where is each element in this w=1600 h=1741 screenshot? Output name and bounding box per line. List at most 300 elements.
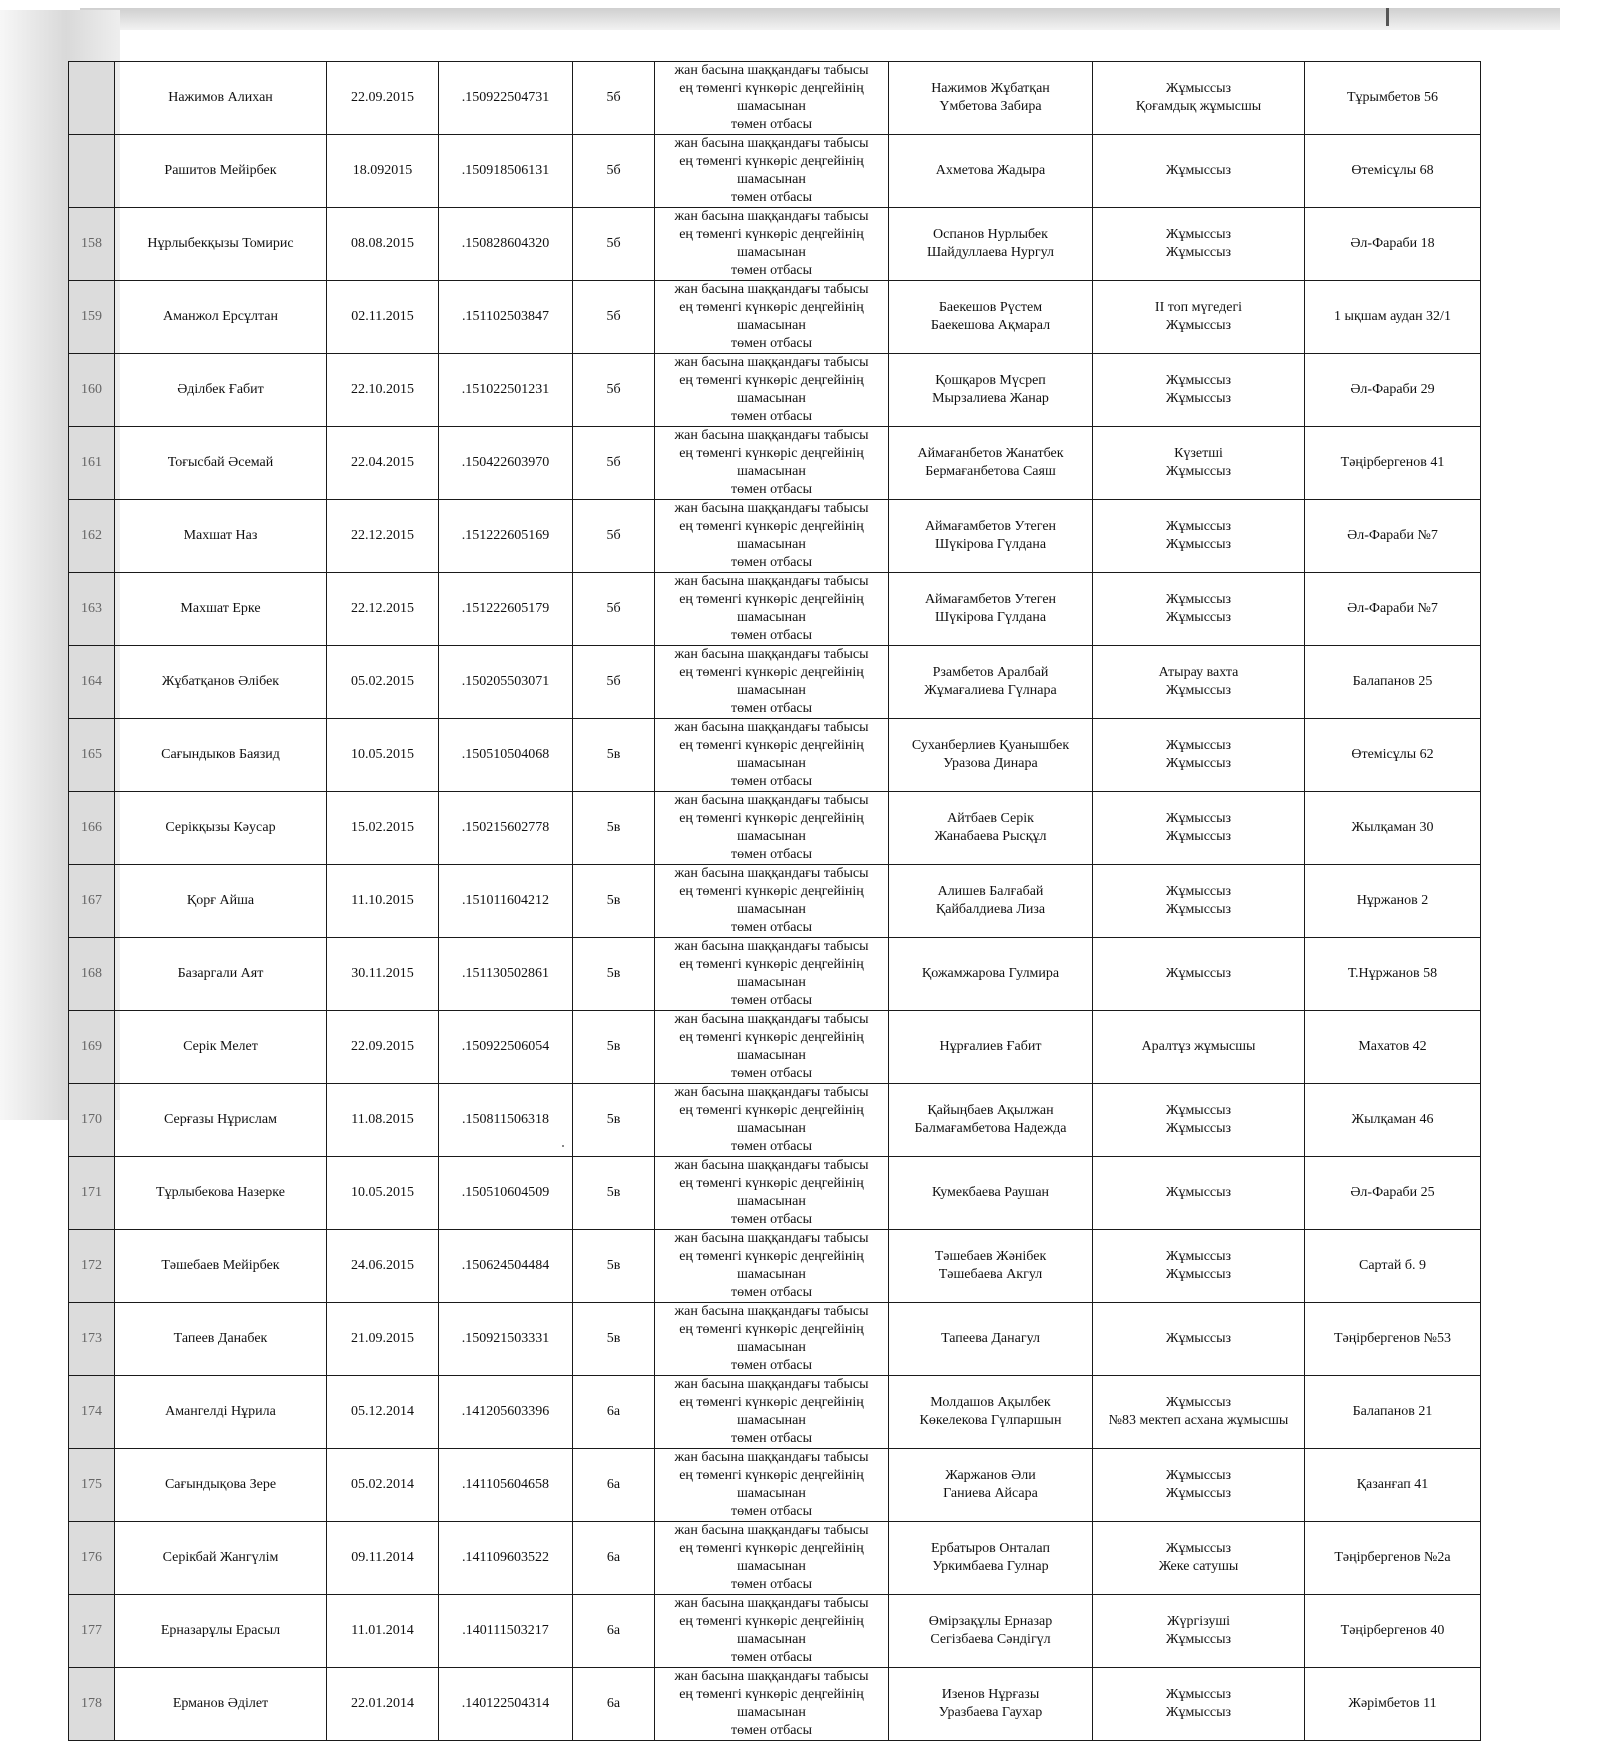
parents-employment bbox=[1093, 1522, 1305, 1595]
parent-name: Балмағамбетова Надежда bbox=[914, 1121, 1067, 1136]
employment-line: Жұмыссыз bbox=[1165, 1185, 1232, 1200]
row-number: 178 bbox=[69, 1668, 115, 1741]
row-number: 166 bbox=[69, 792, 115, 865]
parents-employment bbox=[1093, 573, 1305, 646]
birth-date: 11.08.2015 bbox=[327, 1084, 439, 1157]
home-address: Жылқаман 30 bbox=[1305, 792, 1481, 865]
category-line: төмен отбасы bbox=[730, 1504, 813, 1519]
employment-line: Жұмыссыз bbox=[1165, 592, 1232, 607]
table-row bbox=[69, 792, 1481, 865]
category-line: жан басына шаққандағы табысы bbox=[674, 1523, 869, 1538]
employment-line: Жұмыссыз bbox=[1165, 1687, 1232, 1702]
category-line: төмен отбасы bbox=[730, 1650, 813, 1665]
parent-name: Ахметова Жадыра bbox=[935, 163, 1046, 178]
home-address: Қазанғап 41 bbox=[1305, 1449, 1481, 1522]
category-line: жан басына шаққандағы табысы bbox=[674, 63, 869, 78]
parents-employment bbox=[1093, 500, 1305, 573]
row-number: 168 bbox=[69, 938, 115, 1011]
student-name: Тәшебаев Мейірбек bbox=[115, 1230, 327, 1303]
row-number: 167 bbox=[69, 865, 115, 938]
table-row bbox=[69, 135, 1481, 208]
home-address: Өтемісұлы 68 bbox=[1305, 135, 1481, 208]
row-number: 176 bbox=[69, 1522, 115, 1595]
family-category bbox=[655, 1230, 889, 1303]
employment-line: Жұмыссыз bbox=[1165, 738, 1232, 753]
category-line: ең төменгі күнкөріс деңгейінің шамасынан bbox=[679, 1176, 864, 1209]
row-number bbox=[69, 135, 115, 208]
employment-line: Жұмыссыз bbox=[1165, 811, 1232, 826]
employment-line: Жұмыссыз bbox=[1165, 373, 1232, 388]
parents-names bbox=[889, 500, 1093, 573]
family-category bbox=[655, 1668, 889, 1741]
employment-line: Жұмыссыз bbox=[1165, 163, 1232, 178]
table-row bbox=[69, 1522, 1481, 1595]
student-name: Рашитов Мейірбек bbox=[115, 135, 327, 208]
table-row bbox=[69, 1303, 1481, 1376]
home-address: Т.Нұржанов 58 bbox=[1305, 938, 1481, 1011]
student-name: Серік Мелет bbox=[115, 1011, 327, 1084]
employment-line: Жұмыссыз bbox=[1165, 1705, 1232, 1720]
student-name: Аманжол Ерсұлтан bbox=[115, 281, 327, 354]
parents-employment bbox=[1093, 427, 1305, 500]
table-row bbox=[69, 573, 1481, 646]
table-row bbox=[69, 719, 1481, 792]
employment-line: Жұмыссыз bbox=[1165, 966, 1232, 981]
parents-names bbox=[889, 427, 1093, 500]
category-line: төмен отбасы bbox=[730, 263, 813, 278]
category-line: төмен отбасы bbox=[730, 190, 813, 205]
parent-name: Суханберлиев Қуанышбек bbox=[911, 738, 1070, 753]
birth-date: 18.092015 bbox=[327, 135, 439, 208]
employment-line: Қоғамдық жұмысшы bbox=[1135, 99, 1262, 114]
iin-number: .150624504484 bbox=[439, 1230, 573, 1303]
parents-names bbox=[889, 792, 1093, 865]
table-row bbox=[69, 62, 1481, 135]
class-grade: 6а bbox=[573, 1376, 655, 1449]
employment-line: Жұмыссыз bbox=[1165, 683, 1232, 698]
family-category bbox=[655, 354, 889, 427]
iin-number: .150510504068 bbox=[439, 719, 573, 792]
employment-line: Күзетші bbox=[1174, 446, 1223, 461]
class-grade: 5б bbox=[573, 135, 655, 208]
student-name: Әділбек Ғабит bbox=[115, 354, 327, 427]
parent-name: Қайыңбаев Ақылжан bbox=[927, 1103, 1054, 1118]
parent-name: Уразбаева Гаухар bbox=[938, 1705, 1043, 1720]
student-name: Серікбай Жангүлім bbox=[115, 1522, 327, 1595]
student-name: Нұрлыбекқызы Томирис bbox=[115, 208, 327, 281]
table-row bbox=[69, 1084, 1481, 1157]
birth-date: 24.06.2015 bbox=[327, 1230, 439, 1303]
class-grade: 6а bbox=[573, 1595, 655, 1668]
parents-names bbox=[889, 208, 1093, 281]
row-number: 171 bbox=[69, 1157, 115, 1230]
category-line: төмен отбасы bbox=[730, 628, 813, 643]
employment-line: Жұмыссыз bbox=[1165, 1103, 1232, 1118]
category-line: төмен отбасы bbox=[730, 701, 813, 716]
parent-name: Баекешова Ақмарал bbox=[930, 318, 1051, 333]
category-line: ең төменгі күнкөріс деңгейінің шамасынан bbox=[679, 811, 864, 844]
parents-names bbox=[889, 1595, 1093, 1668]
parents-names bbox=[889, 1157, 1093, 1230]
birth-date: 02.11.2015 bbox=[327, 281, 439, 354]
row-number: 174 bbox=[69, 1376, 115, 1449]
family-category bbox=[655, 573, 889, 646]
student-name: Қорғ Айша bbox=[115, 865, 327, 938]
parents-names bbox=[889, 135, 1093, 208]
class-grade: 5в bbox=[573, 792, 655, 865]
category-line: төмен отбасы bbox=[730, 1577, 813, 1592]
row-number: 170 bbox=[69, 1084, 115, 1157]
iin-number: .150422603970 bbox=[439, 427, 573, 500]
parent-name: Шайдуллаева Нургул bbox=[926, 245, 1055, 260]
parent-name: Қайбалдиева Лиза bbox=[935, 902, 1046, 917]
category-line: төмен отбасы bbox=[730, 1723, 813, 1738]
home-address: Махатов 42 bbox=[1305, 1011, 1481, 1084]
birth-date: 11.10.2015 bbox=[327, 865, 439, 938]
home-address: Тәңірбергенов 41 bbox=[1305, 427, 1481, 500]
parent-name: Нажимов Жұбатқан bbox=[931, 81, 1050, 96]
parents-employment bbox=[1093, 719, 1305, 792]
category-line: төмен отбасы bbox=[730, 336, 813, 351]
class-grade: 5б bbox=[573, 354, 655, 427]
class-grade: 5в bbox=[573, 1011, 655, 1084]
student-name: Амангелді Нұрила bbox=[115, 1376, 327, 1449]
family-category bbox=[655, 427, 889, 500]
parents-names bbox=[889, 354, 1093, 427]
parents-employment bbox=[1093, 646, 1305, 719]
category-line: ең төменгі күнкөріс деңгейінің шамасынан bbox=[679, 1541, 864, 1574]
table-row bbox=[69, 500, 1481, 573]
category-line: жан басына шаққандағы табысы bbox=[674, 1231, 869, 1246]
home-address: Әл-Фараби №7 bbox=[1305, 573, 1481, 646]
iin-number: .141205603396 bbox=[439, 1376, 573, 1449]
category-line: ең төменгі күнкөріс деңгейінің шамасынан bbox=[679, 300, 864, 333]
class-grade: 5б bbox=[573, 573, 655, 646]
parents-names bbox=[889, 1084, 1093, 1157]
parent-name: Жұмағалиева Гүлнара bbox=[924, 683, 1057, 698]
category-line: төмен отбасы bbox=[730, 482, 813, 497]
family-category bbox=[655, 1522, 889, 1595]
parents-names bbox=[889, 646, 1093, 719]
birth-date: 05.12.2014 bbox=[327, 1376, 439, 1449]
category-line: жан басына шаққандағы табысы bbox=[674, 1450, 869, 1465]
category-line: ең төменгі күнкөріс деңгейінің шамасынан bbox=[679, 1322, 864, 1355]
parent-name: Тәшебаева Акгул bbox=[938, 1267, 1043, 1282]
employment-line: Жұмыссыз bbox=[1165, 1632, 1232, 1647]
scan-edge-mark bbox=[1386, 8, 1389, 26]
employment-line: Жұмыссыз bbox=[1165, 829, 1232, 844]
family-category bbox=[655, 646, 889, 719]
birth-date: 22.12.2015 bbox=[327, 573, 439, 646]
birth-date: 30.11.2015 bbox=[327, 938, 439, 1011]
birth-date: 10.05.2015 bbox=[327, 1157, 439, 1230]
parent-name: Өмірзақұлы Ерназар bbox=[928, 1614, 1053, 1629]
table-row bbox=[69, 1595, 1481, 1668]
parent-name: Аймағамбетов Утеген bbox=[924, 592, 1057, 607]
parents-names bbox=[889, 1011, 1093, 1084]
category-line: ең төменгі күнкөріс деңгейінің шамасынан bbox=[679, 884, 864, 917]
family-category bbox=[655, 1449, 889, 1522]
family-category bbox=[655, 62, 889, 135]
employment-line: Жұмыссыз bbox=[1165, 227, 1232, 242]
employment-line: ІІ топ мүгедегі bbox=[1154, 300, 1243, 315]
category-line: жан басына шаққандағы табысы bbox=[674, 1012, 869, 1027]
birth-date: 21.09.2015 bbox=[327, 1303, 439, 1376]
parents-employment bbox=[1093, 1595, 1305, 1668]
row-number: 165 bbox=[69, 719, 115, 792]
birth-date: 22.01.2014 bbox=[327, 1668, 439, 1741]
category-line: жан басына шаққандағы табысы bbox=[674, 428, 869, 443]
category-line: төмен отбасы bbox=[730, 409, 813, 424]
row-number: 173 bbox=[69, 1303, 115, 1376]
table-row bbox=[69, 865, 1481, 938]
parents-employment bbox=[1093, 938, 1305, 1011]
family-category bbox=[655, 792, 889, 865]
category-line: ең төменгі күнкөріс деңгейінің шамасынан bbox=[679, 227, 864, 260]
category-line: жан басына шаққандағы табысы bbox=[674, 1085, 869, 1100]
category-line: ең төменгі күнкөріс деңгейінің шамасынан bbox=[679, 738, 864, 771]
family-category bbox=[655, 1011, 889, 1084]
iin-number: .150510604509 bbox=[439, 1157, 573, 1230]
parent-name: Кумекбаева Раушан bbox=[931, 1185, 1050, 1200]
home-address: Балапанов 21 bbox=[1305, 1376, 1481, 1449]
class-grade: 6а bbox=[573, 1449, 655, 1522]
employment-line: Жұмыссыз bbox=[1165, 318, 1232, 333]
parent-name: Изенов Нұрғазы bbox=[941, 1687, 1040, 1702]
employment-line: Жұмыссыз bbox=[1165, 1468, 1232, 1483]
row-number: 164 bbox=[69, 646, 115, 719]
home-address: Әл-Фараби 25 bbox=[1305, 1157, 1481, 1230]
roster-body bbox=[69, 62, 1481, 1741]
student-roster-table bbox=[68, 61, 1481, 1741]
parent-name: Тапеева Данагул bbox=[941, 1331, 1040, 1346]
category-line: ең төменгі күнкөріс деңгейінің шамасынан bbox=[679, 592, 864, 625]
parents-employment bbox=[1093, 135, 1305, 208]
student-name: Тұрлыбекова Назерке bbox=[115, 1157, 327, 1230]
employment-line: Жұмыссыз bbox=[1165, 610, 1232, 625]
row-number: 163 bbox=[69, 573, 115, 646]
table-row bbox=[69, 646, 1481, 719]
row-number bbox=[69, 62, 115, 135]
row-number: 158 bbox=[69, 208, 115, 281]
row-number: 177 bbox=[69, 1595, 115, 1668]
parents-employment bbox=[1093, 208, 1305, 281]
employment-line: Жұмыссыз bbox=[1165, 537, 1232, 552]
iin-number: .150205503071 bbox=[439, 646, 573, 719]
employment-line: Жұмыссыз bbox=[1165, 519, 1232, 534]
parent-name: Нұрғалиев Ғабит bbox=[939, 1039, 1042, 1054]
parents-names bbox=[889, 1522, 1093, 1595]
family-category bbox=[655, 865, 889, 938]
parent-name: Жанабаева Рысқұл bbox=[934, 829, 1047, 844]
class-grade: 6а bbox=[573, 1522, 655, 1595]
employment-line: №83 мектеп асхана жұмысшы bbox=[1108, 1413, 1289, 1428]
category-line: жан басына шаққандағы табысы bbox=[674, 1304, 869, 1319]
home-address: Тәңірбергенов 40 bbox=[1305, 1595, 1481, 1668]
parents-employment bbox=[1093, 62, 1305, 135]
category-line: жан басына шаққандағы табысы bbox=[674, 574, 869, 589]
parent-name: Мырзалиева Жанар bbox=[932, 391, 1049, 406]
employment-line: Жұмыссыз bbox=[1165, 1541, 1232, 1556]
table-row bbox=[69, 208, 1481, 281]
category-line: ең төменгі күнкөріс деңгейінің шамасынан bbox=[679, 1030, 864, 1063]
category-line: төмен отбасы bbox=[730, 1066, 813, 1081]
parents-employment bbox=[1093, 1157, 1305, 1230]
birth-date: 10.05.2015 bbox=[327, 719, 439, 792]
category-line: ең төменгі күнкөріс деңгейінің шамасынан bbox=[679, 1614, 864, 1647]
employment-line: Жеке сатушы bbox=[1158, 1559, 1239, 1574]
parent-name: Қошқаров Мүсреп bbox=[935, 373, 1046, 388]
iin-number: .140111503217 bbox=[439, 1595, 573, 1668]
employment-line: Жұмыссыз bbox=[1165, 1486, 1232, 1501]
home-address: Тәңірбергенов №2а bbox=[1305, 1522, 1481, 1595]
iin-number: .150918506131 bbox=[439, 135, 573, 208]
employment-line: Жұмыссыз bbox=[1165, 81, 1232, 96]
parents-employment bbox=[1093, 1011, 1305, 1084]
category-line: төмен отбасы bbox=[730, 555, 813, 570]
parent-name: Ганиева Айсара bbox=[943, 1486, 1038, 1501]
family-category bbox=[655, 1595, 889, 1668]
student-name: Тоғысбай Әсемай bbox=[115, 427, 327, 500]
parent-name: Рзамбетов Аралбай bbox=[932, 665, 1049, 680]
category-line: жан басына шаққандағы табысы bbox=[674, 209, 869, 224]
category-line: жан басына шаққандағы табысы bbox=[674, 282, 869, 297]
home-address: Сартай б. 9 bbox=[1305, 1230, 1481, 1303]
parents-employment bbox=[1093, 792, 1305, 865]
parent-name: Көкелекова Гүлпаршын bbox=[919, 1413, 1062, 1428]
student-name: Ерманов Әділет bbox=[115, 1668, 327, 1741]
category-line: төмен отбасы bbox=[730, 1358, 813, 1373]
row-number: 175 bbox=[69, 1449, 115, 1522]
class-grade: 5в bbox=[573, 1157, 655, 1230]
student-name: Серікқызы Кәусар bbox=[115, 792, 327, 865]
home-address: Жәрімбетов 11 bbox=[1305, 1668, 1481, 1741]
category-line: ең төменгі күнкөріс деңгейінің шамасынан bbox=[679, 154, 864, 187]
family-category bbox=[655, 1084, 889, 1157]
home-address: Тұрымбетов 56 bbox=[1305, 62, 1481, 135]
iin-number: .151222605169 bbox=[439, 500, 573, 573]
class-grade: 5в bbox=[573, 865, 655, 938]
iin-number: .150922504731 bbox=[439, 62, 573, 135]
student-name: Сағындықова Зере bbox=[115, 1449, 327, 1522]
parent-name: Шүкірова Гүлдана bbox=[934, 537, 1047, 552]
student-name: Махшат Ерке bbox=[115, 573, 327, 646]
home-address: Жылқаман 46 bbox=[1305, 1084, 1481, 1157]
home-address: Тәңірбергенов №53 bbox=[1305, 1303, 1481, 1376]
home-address: 1 ықшам аудан 32/1 bbox=[1305, 281, 1481, 354]
parent-name: Тәшебаев Жәнібек bbox=[934, 1249, 1047, 1264]
birth-date: 22.09.2015 bbox=[327, 1011, 439, 1084]
birth-date: 09.11.2014 bbox=[327, 1522, 439, 1595]
student-name: Базаргали Аят bbox=[115, 938, 327, 1011]
home-address: Әл-Фараби №7 bbox=[1305, 500, 1481, 573]
iin-number: .140122504314 bbox=[439, 1668, 573, 1741]
category-line: жан басына шаққандағы табысы bbox=[674, 720, 869, 735]
student-name: Серғазы Нұрислам bbox=[115, 1084, 327, 1157]
row-number: 160 bbox=[69, 354, 115, 427]
parent-name: Оспанов Нурлыбек bbox=[933, 227, 1048, 242]
category-line: жан басына шаққандағы табысы bbox=[674, 793, 869, 808]
category-line: төмен отбасы bbox=[730, 993, 813, 1008]
family-category bbox=[655, 135, 889, 208]
parents-names bbox=[889, 1230, 1093, 1303]
family-category bbox=[655, 500, 889, 573]
student-name: Махшат Наз bbox=[115, 500, 327, 573]
table-row bbox=[69, 281, 1481, 354]
employment-line: Атырау вахта bbox=[1158, 665, 1239, 680]
family-category bbox=[655, 208, 889, 281]
parent-name: Молдашов Ақылбек bbox=[930, 1395, 1051, 1410]
family-category bbox=[655, 1303, 889, 1376]
table-row bbox=[69, 1668, 1481, 1741]
birth-date: 22.04.2015 bbox=[327, 427, 439, 500]
class-grade: 5б bbox=[573, 62, 655, 135]
parent-name: Уразова Динара bbox=[943, 756, 1038, 771]
parent-name: Қожамжарова Гулмира bbox=[921, 966, 1060, 981]
parent-name: Алишев Балғабай bbox=[937, 884, 1044, 899]
employment-line: Жұмыссыз bbox=[1165, 1267, 1232, 1282]
class-grade: 5б bbox=[573, 500, 655, 573]
table-row bbox=[69, 1157, 1481, 1230]
parents-names bbox=[889, 865, 1093, 938]
parents-names bbox=[889, 1449, 1093, 1522]
parent-name: Шүкірова Гүлдана bbox=[934, 610, 1047, 625]
category-line: ең төменгі күнкөріс деңгейінің шамасынан bbox=[679, 665, 864, 698]
category-line: төмен отбасы bbox=[730, 117, 813, 132]
parents-names bbox=[889, 1668, 1093, 1741]
category-line: төмен отбасы bbox=[730, 1139, 813, 1154]
iin-number: .151130502861 bbox=[439, 938, 573, 1011]
iin-number: .151222605179 bbox=[439, 573, 573, 646]
category-line: жан басына шаққандағы табысы bbox=[674, 1158, 869, 1173]
employment-line: Аралтұз жұмысшы bbox=[1141, 1039, 1256, 1054]
home-address: Балапанов 25 bbox=[1305, 646, 1481, 719]
employment-line: Жұмыссыз bbox=[1165, 902, 1232, 917]
scan-shadow-top bbox=[80, 8, 1560, 30]
employment-line: Жүргізуші bbox=[1166, 1614, 1231, 1629]
category-line: жан басына шаққандағы табысы bbox=[674, 866, 869, 881]
employment-line: Жұмыссыз bbox=[1165, 464, 1232, 479]
parents-employment bbox=[1093, 1449, 1305, 1522]
table-row bbox=[69, 1230, 1481, 1303]
category-line: ең төменгі күнкөріс деңгейінің шамасынан bbox=[679, 373, 864, 406]
table-row bbox=[69, 427, 1481, 500]
parents-employment bbox=[1093, 1668, 1305, 1741]
birth-date: 22.10.2015 bbox=[327, 354, 439, 427]
parents-names bbox=[889, 62, 1093, 135]
parents-names bbox=[889, 719, 1093, 792]
category-line: ең төменгі күнкөріс деңгейінің шамасынан bbox=[679, 957, 864, 990]
parent-name: Сегізбаева Сәндігүл bbox=[930, 1632, 1051, 1647]
birth-date: 11.01.2014 bbox=[327, 1595, 439, 1668]
category-line: жан басына шаққандағы табысы bbox=[674, 1669, 869, 1684]
parent-name: Бермағанбетова Саяш bbox=[925, 464, 1056, 479]
class-grade: 5в bbox=[573, 1230, 655, 1303]
row-number: 169 bbox=[69, 1011, 115, 1084]
category-line: ең төменгі күнкөріс деңгейінің шамасынан bbox=[679, 1249, 864, 1282]
employment-line: Жұмыссыз bbox=[1165, 245, 1232, 260]
parents-employment bbox=[1093, 281, 1305, 354]
birth-date: 22.12.2015 bbox=[327, 500, 439, 573]
employment-line: Жұмыссыз bbox=[1165, 756, 1232, 771]
parents-employment bbox=[1093, 1303, 1305, 1376]
class-grade: 5б bbox=[573, 427, 655, 500]
category-line: төмен отбасы bbox=[730, 1431, 813, 1446]
iin-number: .151022501231 bbox=[439, 354, 573, 427]
category-line: ең төменгі күнкөріс деңгейінің шамасынан bbox=[679, 446, 864, 479]
parents-names bbox=[889, 573, 1093, 646]
category-line: ең төменгі күнкөріс деңгейінің шамасынан bbox=[679, 1468, 864, 1501]
